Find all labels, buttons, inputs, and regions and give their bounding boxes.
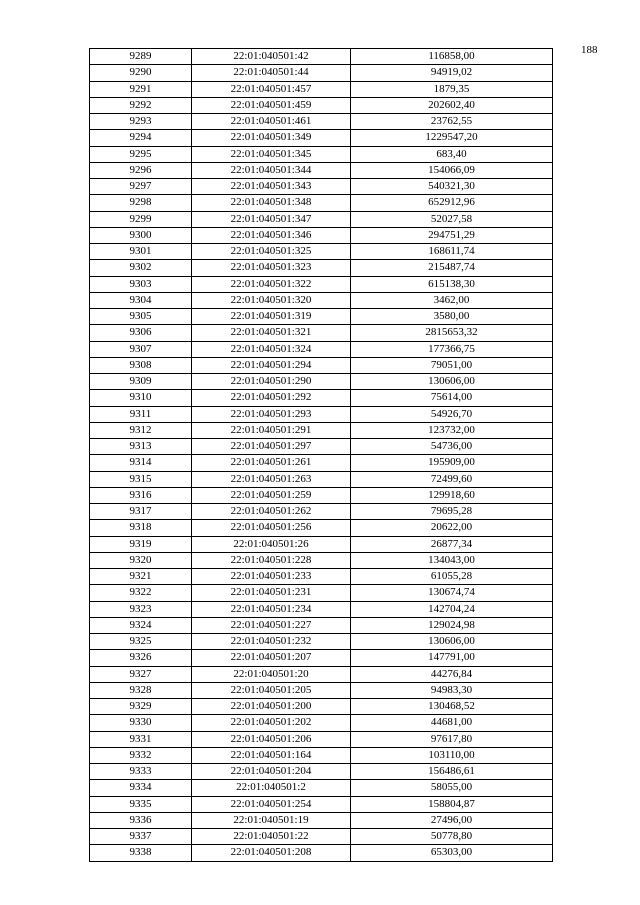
value-cell: 94983,30 — [351, 682, 553, 698]
value-cell: 156486,61 — [351, 764, 553, 780]
row-number-cell: 9314 — [90, 455, 192, 471]
row-number-cell: 9295 — [90, 146, 192, 162]
table-row — [90, 390, 553, 406]
value-cell: 134043,00 — [351, 552, 553, 568]
table-row — [90, 780, 553, 796]
cadastral-number-cell: 22:01:040501:231 — [192, 585, 351, 601]
row-number-cell: 9298 — [90, 195, 192, 211]
cadastral-number-cell: 22:01:040501:348 — [192, 195, 351, 211]
data-table — [89, 48, 553, 862]
row-number-cell: 9289 — [90, 49, 192, 65]
cadastral-number-cell: 22:01:040501:254 — [192, 796, 351, 812]
cadastral-number-cell: 22:01:040501:227 — [192, 617, 351, 633]
cadastral-number-cell: 22:01:040501:228 — [192, 552, 351, 568]
table-row — [90, 829, 553, 845]
table-row — [90, 845, 553, 861]
row-number-cell: 9302 — [90, 260, 192, 276]
value-cell: 20622,00 — [351, 520, 553, 536]
value-cell: 147791,00 — [351, 650, 553, 666]
value-cell: 683,40 — [351, 146, 553, 162]
cadastral-number-cell: 22:01:040501:204 — [192, 764, 351, 780]
value-cell: 3580,00 — [351, 309, 553, 325]
value-cell: 44276,84 — [351, 666, 553, 682]
value-cell: 202602,40 — [351, 97, 553, 113]
table-row — [90, 227, 553, 243]
cadastral-number-cell: 22:01:040501:205 — [192, 682, 351, 698]
row-number-cell: 9320 — [90, 552, 192, 568]
row-number-cell: 9315 — [90, 471, 192, 487]
table-row — [90, 471, 553, 487]
table-row — [90, 179, 553, 195]
table-row — [90, 244, 553, 260]
cadastral-number-cell: 22:01:040501:319 — [192, 309, 351, 325]
row-number-cell: 9322 — [90, 585, 192, 601]
cadastral-number-cell: 22:01:040501:261 — [192, 455, 351, 471]
table-row — [90, 162, 553, 178]
row-number-cell: 9317 — [90, 504, 192, 520]
cadastral-number-cell: 22:01:040501:320 — [192, 292, 351, 308]
cadastral-number-cell: 22:01:040501:323 — [192, 260, 351, 276]
table-row — [90, 520, 553, 536]
value-cell: 130674,74 — [351, 585, 553, 601]
cadastral-number-cell: 22:01:040501:263 — [192, 471, 351, 487]
value-cell: 615138,30 — [351, 276, 553, 292]
table-row — [90, 731, 553, 747]
table-row — [90, 309, 553, 325]
cadastral-number-cell: 22:01:040501:321 — [192, 325, 351, 341]
row-number-cell: 9328 — [90, 682, 192, 698]
table-row — [90, 682, 553, 698]
cadastral-number-cell: 22:01:040501:26 — [192, 536, 351, 552]
value-cell: 26877,34 — [351, 536, 553, 552]
value-cell: 1879,35 — [351, 81, 553, 97]
cadastral-number-cell: 22:01:040501:322 — [192, 276, 351, 292]
row-number-cell: 9313 — [90, 439, 192, 455]
row-number-cell: 9316 — [90, 487, 192, 503]
cadastral-number-cell: 22:01:040501:233 — [192, 569, 351, 585]
table-row — [90, 114, 553, 130]
value-cell: 168611,74 — [351, 244, 553, 260]
cadastral-number-cell: 22:01:040501:259 — [192, 487, 351, 503]
row-number-cell: 9305 — [90, 309, 192, 325]
cadastral-number-cell: 22:01:040501:346 — [192, 227, 351, 243]
cadastral-number-cell: 22:01:040501:344 — [192, 162, 351, 178]
table-row — [90, 357, 553, 373]
value-cell: 79695,28 — [351, 504, 553, 520]
cadastral-number-cell: 22:01:040501:459 — [192, 97, 351, 113]
cadastral-number-cell: 22:01:040501:2 — [192, 780, 351, 796]
value-cell: 129918,60 — [351, 487, 553, 503]
cadastral-number-cell: 22:01:040501:290 — [192, 374, 351, 390]
table-row — [90, 406, 553, 422]
value-cell: 294751,29 — [351, 227, 553, 243]
row-number-cell: 9338 — [90, 845, 192, 861]
table-row — [90, 292, 553, 308]
row-number-cell: 9327 — [90, 666, 192, 682]
row-number-cell: 9329 — [90, 699, 192, 715]
value-cell: 61055,28 — [351, 569, 553, 585]
cadastral-number-cell: 22:01:040501:256 — [192, 520, 351, 536]
value-cell: 177366,75 — [351, 341, 553, 357]
table-row — [90, 195, 553, 211]
cadastral-number-cell: 22:01:040501:234 — [192, 601, 351, 617]
table-row — [90, 211, 553, 227]
row-number-cell: 9335 — [90, 796, 192, 812]
table-row — [90, 130, 553, 146]
value-cell: 94919,02 — [351, 65, 553, 81]
row-number-cell: 9326 — [90, 650, 192, 666]
row-number-cell: 9312 — [90, 422, 192, 438]
value-cell: 2815653,32 — [351, 325, 553, 341]
table-row — [90, 536, 553, 552]
row-number-cell: 9318 — [90, 520, 192, 536]
value-cell: 154066,09 — [351, 162, 553, 178]
cadastral-number-cell: 22:01:040501:294 — [192, 357, 351, 373]
cadastral-number-cell: 22:01:040501:292 — [192, 390, 351, 406]
table-row — [90, 569, 553, 585]
cadastral-number-cell: 22:01:040501:297 — [192, 439, 351, 455]
value-cell: 142704,24 — [351, 601, 553, 617]
cadastral-number-cell: 22:01:040501:343 — [192, 179, 351, 195]
row-number-cell: 9299 — [90, 211, 192, 227]
value-cell: 52027,58 — [351, 211, 553, 227]
table-row — [90, 617, 553, 633]
table-row — [90, 455, 553, 471]
cadastral-number-cell: 22:01:040501:461 — [192, 114, 351, 130]
value-cell: 75614,00 — [351, 390, 553, 406]
table-row — [90, 65, 553, 81]
table-row — [90, 601, 553, 617]
page-number: 188 — [581, 44, 598, 56]
cadastral-number-cell: 22:01:040501:20 — [192, 666, 351, 682]
value-cell: 58055,00 — [351, 780, 553, 796]
value-cell: 50778,80 — [351, 829, 553, 845]
cadastral-number-cell: 22:01:040501:42 — [192, 49, 351, 65]
row-number-cell: 9306 — [90, 325, 192, 341]
row-number-cell: 9304 — [90, 292, 192, 308]
value-cell: 44681,00 — [351, 715, 553, 731]
table-row — [90, 374, 553, 390]
table-body — [90, 49, 553, 862]
table-row — [90, 260, 553, 276]
cadastral-number-cell: 22:01:040501:200 — [192, 699, 351, 715]
cadastral-number-cell: 22:01:040501:19 — [192, 812, 351, 828]
value-cell: 72499,60 — [351, 471, 553, 487]
cadastral-number-cell: 22:01:040501:457 — [192, 81, 351, 97]
row-number-cell: 9290 — [90, 65, 192, 81]
cadastral-number-cell: 22:01:040501:349 — [192, 130, 351, 146]
row-number-cell: 9324 — [90, 617, 192, 633]
row-number-cell: 9310 — [90, 390, 192, 406]
cadastral-number-cell: 22:01:040501:324 — [192, 341, 351, 357]
row-number-cell: 9297 — [90, 179, 192, 195]
row-number-cell: 9294 — [90, 130, 192, 146]
cadastral-number-cell: 22:01:040501:262 — [192, 504, 351, 520]
table-row — [90, 97, 553, 113]
table-row — [90, 422, 553, 438]
table-row — [90, 325, 553, 341]
cadastral-number-cell: 22:01:040501:232 — [192, 634, 351, 650]
table-row — [90, 634, 553, 650]
value-cell: 652912,96 — [351, 195, 553, 211]
table-row — [90, 666, 553, 682]
cadastral-number-cell: 22:01:040501:347 — [192, 211, 351, 227]
row-number-cell: 9301 — [90, 244, 192, 260]
cadastral-number-cell: 22:01:040501:206 — [192, 731, 351, 747]
value-cell: 116858,00 — [351, 49, 553, 65]
row-number-cell: 9303 — [90, 276, 192, 292]
row-number-cell: 9300 — [90, 227, 192, 243]
cadastral-number-cell: 22:01:040501:208 — [192, 845, 351, 861]
table-row — [90, 699, 553, 715]
table-row — [90, 585, 553, 601]
value-cell: 23762,55 — [351, 114, 553, 130]
cadastral-number-cell: 22:01:040501:207 — [192, 650, 351, 666]
row-number-cell: 9325 — [90, 634, 192, 650]
value-cell: 54926,70 — [351, 406, 553, 422]
row-number-cell: 9330 — [90, 715, 192, 731]
value-cell: 97617,80 — [351, 731, 553, 747]
value-cell: 54736,00 — [351, 439, 553, 455]
row-number-cell: 9291 — [90, 81, 192, 97]
value-cell: 103110,00 — [351, 747, 553, 763]
row-number-cell: 9323 — [90, 601, 192, 617]
value-cell: 130468,52 — [351, 699, 553, 715]
table-row — [90, 81, 553, 97]
cadastral-number-cell: 22:01:040501:44 — [192, 65, 351, 81]
table-row — [90, 650, 553, 666]
table-row — [90, 552, 553, 568]
value-cell: 1229547,20 — [351, 130, 553, 146]
value-cell: 130606,00 — [351, 374, 553, 390]
row-number-cell: 9293 — [90, 114, 192, 130]
cadastral-number-cell: 22:01:040501:325 — [192, 244, 351, 260]
table-row — [90, 504, 553, 520]
value-cell: 130606,00 — [351, 634, 553, 650]
row-number-cell: 9296 — [90, 162, 192, 178]
cadastral-number-cell: 22:01:040501:293 — [192, 406, 351, 422]
table-row — [90, 487, 553, 503]
table-row — [90, 747, 553, 763]
row-number-cell: 9308 — [90, 357, 192, 373]
table-row — [90, 276, 553, 292]
table-row — [90, 341, 553, 357]
table-row — [90, 764, 553, 780]
row-number-cell: 9331 — [90, 731, 192, 747]
row-number-cell: 9334 — [90, 780, 192, 796]
cadastral-number-cell: 22:01:040501:345 — [192, 146, 351, 162]
value-cell: 129024,98 — [351, 617, 553, 633]
table-row — [90, 49, 553, 65]
value-cell: 65303,00 — [351, 845, 553, 861]
row-number-cell: 9309 — [90, 374, 192, 390]
value-cell: 195909,00 — [351, 455, 553, 471]
row-number-cell: 9307 — [90, 341, 192, 357]
value-cell: 215487,74 — [351, 260, 553, 276]
row-number-cell: 9333 — [90, 764, 192, 780]
cadastral-number-cell: 22:01:040501:164 — [192, 747, 351, 763]
table-row — [90, 812, 553, 828]
row-number-cell: 9311 — [90, 406, 192, 422]
value-cell: 540321,30 — [351, 179, 553, 195]
cadastral-number-cell: 22:01:040501:22 — [192, 829, 351, 845]
row-number-cell: 9321 — [90, 569, 192, 585]
row-number-cell: 9337 — [90, 829, 192, 845]
row-number-cell: 9319 — [90, 536, 192, 552]
table-row — [90, 146, 553, 162]
value-cell: 158804,87 — [351, 796, 553, 812]
table-row — [90, 715, 553, 731]
cadastral-number-cell: 22:01:040501:291 — [192, 422, 351, 438]
value-cell: 79051,00 — [351, 357, 553, 373]
table-row — [90, 796, 553, 812]
row-number-cell: 9292 — [90, 97, 192, 113]
value-cell: 3462,00 — [351, 292, 553, 308]
value-cell: 123732,00 — [351, 422, 553, 438]
cadastral-number-cell: 22:01:040501:202 — [192, 715, 351, 731]
table-row — [90, 439, 553, 455]
row-number-cell: 9332 — [90, 747, 192, 763]
row-number-cell: 9336 — [90, 812, 192, 828]
value-cell: 27496,00 — [351, 812, 553, 828]
